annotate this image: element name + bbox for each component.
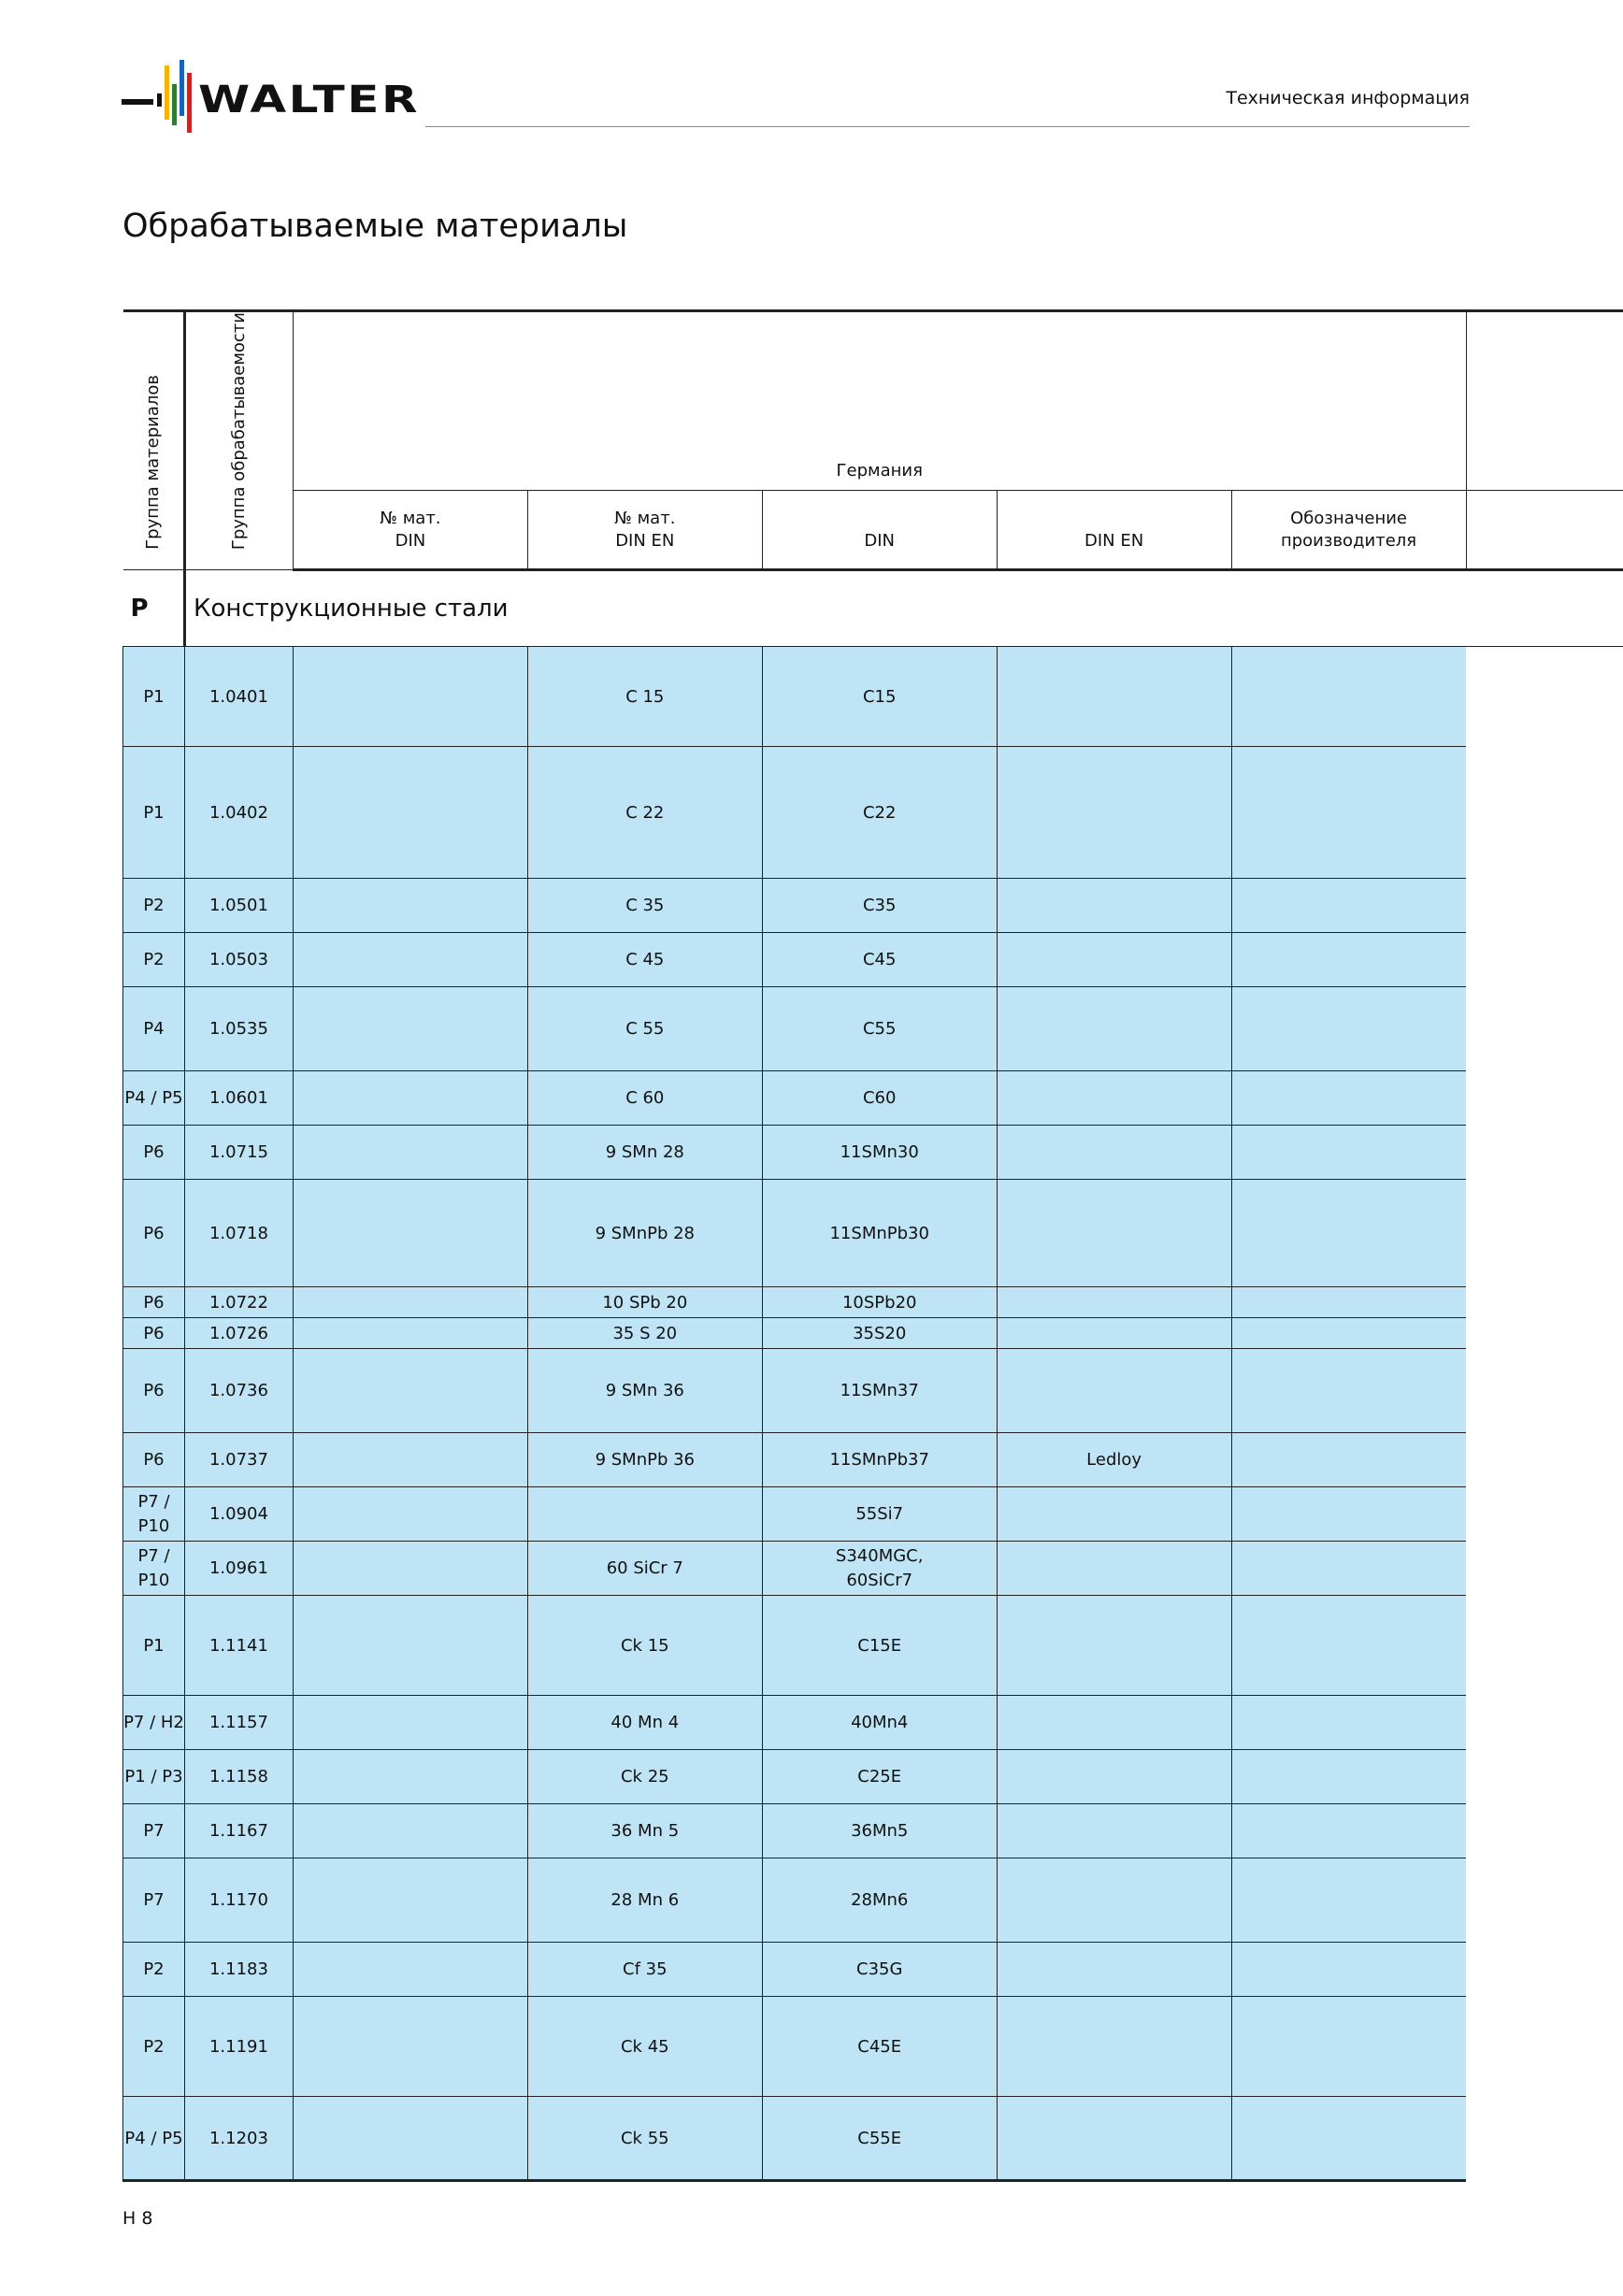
material-number-din: 1.0535 [184, 987, 293, 1071]
next-country-cell [1231, 1433, 1466, 1487]
next-country-cell [1231, 1542, 1466, 1596]
table-row [123, 2097, 1623, 2181]
manufacturer-designation [997, 879, 1231, 933]
manufacturer-designation [997, 1180, 1231, 1287]
machinability-group: P7 / P10 [123, 1487, 185, 1542]
designation-din: Ck 15 [527, 1596, 762, 1696]
designation-din-en: C15 [762, 647, 997, 747]
manufacturer-designation [997, 1126, 1231, 1180]
designation-din-en: C22 [762, 747, 997, 879]
manufacturer-designation [997, 1487, 1231, 1542]
designation-din: Ck 25 [527, 1750, 762, 1804]
designation-din-en: 10SPb20 [762, 1287, 997, 1318]
next-country-header [1466, 311, 1623, 491]
designation-din: 40 Mn 4 [527, 1696, 762, 1750]
designation-din-en: 11SMnPb37 [762, 1433, 997, 1487]
walter-logo [122, 60, 420, 133]
next-country-cell [1231, 1596, 1466, 1696]
material-number-din-en [293, 1750, 527, 1804]
manufacturer-designation [997, 1349, 1231, 1433]
machinability-group: P7 / P10 [123, 1542, 185, 1596]
machinability-group: P2 [123, 879, 185, 933]
section-title-structural-steels: Конструкционные стали [184, 570, 1623, 647]
material-number-din-en [293, 879, 527, 933]
col-mat-din-header [293, 491, 527, 570]
designation-din: 9 SMn 36 [527, 1349, 762, 1433]
designation-din: 9 SMn 28 [527, 1126, 762, 1180]
designation-din: 9 SMnPb 36 [527, 1433, 762, 1487]
materials-table [122, 309, 1623, 2182]
header-line-1 [998, 508, 1231, 530]
machinability-group: P1 / P3 [123, 1750, 185, 1804]
designation-din-en: 36Mn5 [762, 1804, 997, 1858]
material-number-din: 1.0401 [184, 647, 293, 747]
designation-din-en: C60 [762, 1071, 997, 1126]
manufacturer-designation [997, 987, 1231, 1071]
table-row [123, 1318, 1623, 1349]
next-country-cell [1231, 1858, 1466, 1943]
designation-din: C 22 [527, 747, 762, 879]
material-number-din-en [293, 1318, 527, 1349]
material-number-din: 1.0961 [184, 1542, 293, 1596]
machinability-group: P1 [123, 1596, 185, 1696]
manufacturer-designation [997, 1542, 1231, 1596]
brand-name: WALTER [198, 79, 420, 122]
header-line-1: № мат. [614, 508, 676, 528]
designation-din-en: 40Mn4 [762, 1696, 997, 1750]
material-number-din: 1.1170 [184, 1858, 293, 1943]
country-header: Германия [293, 311, 1466, 491]
table-row [123, 1126, 1623, 1180]
material-number-din: 1.1203 [184, 2097, 293, 2181]
material-number-din-en [293, 1180, 527, 1287]
table-row [123, 879, 1623, 933]
machinability-group: P7 [123, 1804, 185, 1858]
material-number-din-en [293, 933, 527, 987]
designation-din-en: C35G [762, 1943, 997, 1997]
material-number-din: 1.0726 [184, 1318, 293, 1349]
designation-din-en: C35 [762, 879, 997, 933]
header-line-1 [763, 508, 997, 530]
next-country-cell [1231, 1997, 1466, 2097]
manufacturer-designation [997, 747, 1231, 879]
table-row [123, 933, 1623, 987]
table-row [123, 1349, 1623, 1433]
next-country-cell [1231, 1349, 1466, 1433]
manufacturer-designation [997, 1071, 1231, 1126]
material-number-din-en [293, 647, 527, 747]
header-line-2: DIN EN [615, 530, 675, 551]
manufacturer-designation [997, 647, 1231, 747]
header-line-2: производителя [1280, 530, 1417, 551]
designation-din-en: 28Mn6 [762, 1858, 997, 1943]
table-row [123, 1696, 1623, 1750]
table-row [123, 1858, 1623, 1943]
next-country-cell [1231, 647, 1466, 747]
designation-din: C 45 [527, 933, 762, 987]
designation-din: 28 Mn 6 [527, 1858, 762, 1943]
machinability-group: P4 [123, 987, 185, 1071]
machinability-group: P1 [123, 647, 185, 747]
material-number-din-en [293, 1126, 527, 1180]
manufacturer-designation [997, 1943, 1231, 1997]
material-number-din: 1.0737 [184, 1433, 293, 1487]
section-title: Техническая информация [1226, 88, 1470, 108]
manufacturer-designation [997, 933, 1231, 987]
designation-din: 36 Mn 5 [527, 1804, 762, 1858]
material-number-din-en [293, 1542, 527, 1596]
designation-din-en: C45 [762, 933, 997, 987]
table-row [123, 987, 1623, 1071]
table-row [123, 1596, 1623, 1696]
manufacturer-designation [997, 1858, 1231, 1943]
next-country-cell [1231, 2097, 1466, 2181]
header-line-1: Обозначение [1290, 508, 1407, 528]
page-title: Обрабатываемые материалы [122, 208, 628, 246]
col-din-header [762, 491, 997, 570]
material-number-din-en [293, 1287, 527, 1318]
material-number-din: 1.1141 [184, 1596, 293, 1696]
material-group-header: Группа материалов [123, 311, 185, 570]
material-number-din: 1.0722 [184, 1287, 293, 1318]
machinability-group: P6 [123, 1126, 185, 1180]
next-country-subheader [1466, 491, 1623, 570]
next-country-cell [1231, 1943, 1466, 1997]
next-country-cell [1231, 987, 1466, 1071]
designation-din: C 35 [527, 879, 762, 933]
manufacturer-designation [997, 2097, 1231, 2181]
material-number-din-en [293, 987, 527, 1071]
designation-din: 35 S 20 [527, 1318, 762, 1349]
manufacturer-designation [997, 1318, 1231, 1349]
material-number-din-en [293, 1943, 527, 1997]
manufacturer-designation [997, 1997, 1231, 2097]
designation-din-en: C15E [762, 1596, 997, 1696]
designation-din-en: 11SMnPb30 [762, 1180, 997, 1287]
designation-din: Cf 35 [527, 1943, 762, 1997]
designation-din: 60 SiCr 7 [527, 1542, 762, 1596]
machinability-group: P6 [123, 1349, 185, 1433]
table-row [123, 1943, 1623, 1997]
manufacturer-designation [997, 1750, 1231, 1804]
material-number-din-en [293, 1487, 527, 1542]
material-number-din: 1.1167 [184, 1804, 293, 1858]
table-row [123, 1287, 1623, 1318]
machinability-group: P2 [123, 933, 185, 987]
next-country-cell [1231, 933, 1466, 987]
manufacturer-designation [997, 1804, 1231, 1858]
material-number-din-en [293, 2097, 527, 2181]
table-row [123, 747, 1623, 879]
designation-din-en: 11SMn37 [762, 1349, 997, 1433]
table-row [123, 1433, 1623, 1487]
material-number-din: 1.1157 [184, 1696, 293, 1750]
manufacturer-designation: Ledloy [997, 1433, 1231, 1487]
next-country-cell [1231, 1696, 1466, 1750]
machinability-group: P1 [123, 747, 185, 879]
material-number-din: 1.0718 [184, 1180, 293, 1287]
next-country-cell [1231, 1126, 1466, 1180]
table-row [123, 1071, 1623, 1126]
table-row [123, 1487, 1623, 1542]
next-country-cell [1231, 1318, 1466, 1349]
next-country-cell [1231, 1750, 1466, 1804]
material-number-din-en [293, 1433, 527, 1487]
machinability-group: P2 [123, 1943, 185, 1997]
table-row [123, 1997, 1623, 2097]
col-din-en-header [997, 491, 1231, 570]
col-mat-din-en-header [527, 491, 762, 570]
material-number-din-en [293, 1804, 527, 1858]
machinability-group: P6 [123, 1180, 185, 1287]
next-country-cell [1231, 1071, 1466, 1126]
designation-din: 9 SMnPb 28 [527, 1180, 762, 1287]
table-row [123, 647, 1623, 747]
designation-din: C 15 [527, 647, 762, 747]
designation-din-en: 35S20 [762, 1318, 997, 1349]
table-row [123, 1542, 1623, 1596]
material-number-din: 1.0503 [184, 933, 293, 987]
designation-din: C 60 [527, 1071, 762, 1126]
machinability-group: P2 [123, 1997, 185, 2097]
table-row [123, 1750, 1623, 1804]
designation-din: Ck 45 [527, 1997, 762, 2097]
material-number-din-en [293, 1349, 527, 1433]
designation-din: C 55 [527, 987, 762, 1071]
machinability-group: P7 / H2 [123, 1696, 185, 1750]
manufacturer-designation [997, 1287, 1231, 1318]
material-number-din-en [293, 1596, 527, 1696]
machinability-group: P6 [123, 1318, 185, 1349]
designation-din-en: C45E [762, 1997, 997, 2097]
header-divider [425, 126, 1470, 127]
material-group-p: P [123, 570, 185, 647]
designation-din: Ck 55 [527, 2097, 762, 2181]
designation-din-en: 11SMn30 [762, 1126, 997, 1180]
next-country-cell [1231, 1487, 1466, 1542]
machinability-group: P6 [123, 1287, 185, 1318]
material-number-din: 1.0501 [184, 879, 293, 933]
table-row [123, 1804, 1623, 1858]
header-line-2: DIN EN [1084, 530, 1144, 551]
next-country-cell [1231, 1180, 1466, 1287]
designation-din-en: 55Si7 [762, 1487, 997, 1542]
material-number-din: 1.1183 [184, 1943, 293, 1997]
page-number: H 8 [122, 2208, 153, 2229]
material-number-din: 1.1158 [184, 1750, 293, 1804]
header-line-2: DIN [864, 530, 896, 551]
designation-din-en: C55E [762, 2097, 997, 2181]
machinability-group: P6 [123, 1433, 185, 1487]
material-number-din-en [293, 1071, 527, 1126]
machinability-group: P4 / P5 [123, 1071, 185, 1126]
material-number-din: 1.1191 [184, 1997, 293, 2097]
col-maker-header [1231, 491, 1466, 570]
material-number-din: 1.0736 [184, 1349, 293, 1433]
manufacturer-designation [997, 1696, 1231, 1750]
material-number-din: 1.0402 [184, 747, 293, 879]
next-country-cell [1231, 747, 1466, 879]
material-number-din: 1.0601 [184, 1071, 293, 1126]
table-row [123, 1180, 1623, 1287]
material-number-din-en [293, 1858, 527, 1943]
machinability-group: P7 [123, 1858, 185, 1943]
material-number-din-en [293, 1696, 527, 1750]
designation-din-en: C25E [762, 1750, 997, 1804]
material-number-din-en [293, 747, 527, 879]
machinability-group: P4 / P5 [123, 2097, 185, 2181]
next-country-cell [1231, 1287, 1466, 1318]
next-country-cell [1231, 1804, 1466, 1858]
manufacturer-designation [997, 1596, 1231, 1696]
header-line-2: DIN [395, 530, 426, 551]
designation-din-en: C55 [762, 987, 997, 1071]
designation-din-en: S340MGC, 60SiCr7 [762, 1542, 997, 1596]
machinability-header: Группа обрабатываемости [184, 311, 293, 570]
next-country-cell [1231, 879, 1466, 933]
material-number-din: 1.0904 [184, 1487, 293, 1542]
header-line-1: № мат. [380, 508, 441, 528]
material-number-din-en [293, 1997, 527, 2097]
material-number-din: 1.0715 [184, 1126, 293, 1180]
designation-din: 10 SPb 20 [527, 1287, 762, 1318]
designation-din [527, 1487, 762, 1542]
